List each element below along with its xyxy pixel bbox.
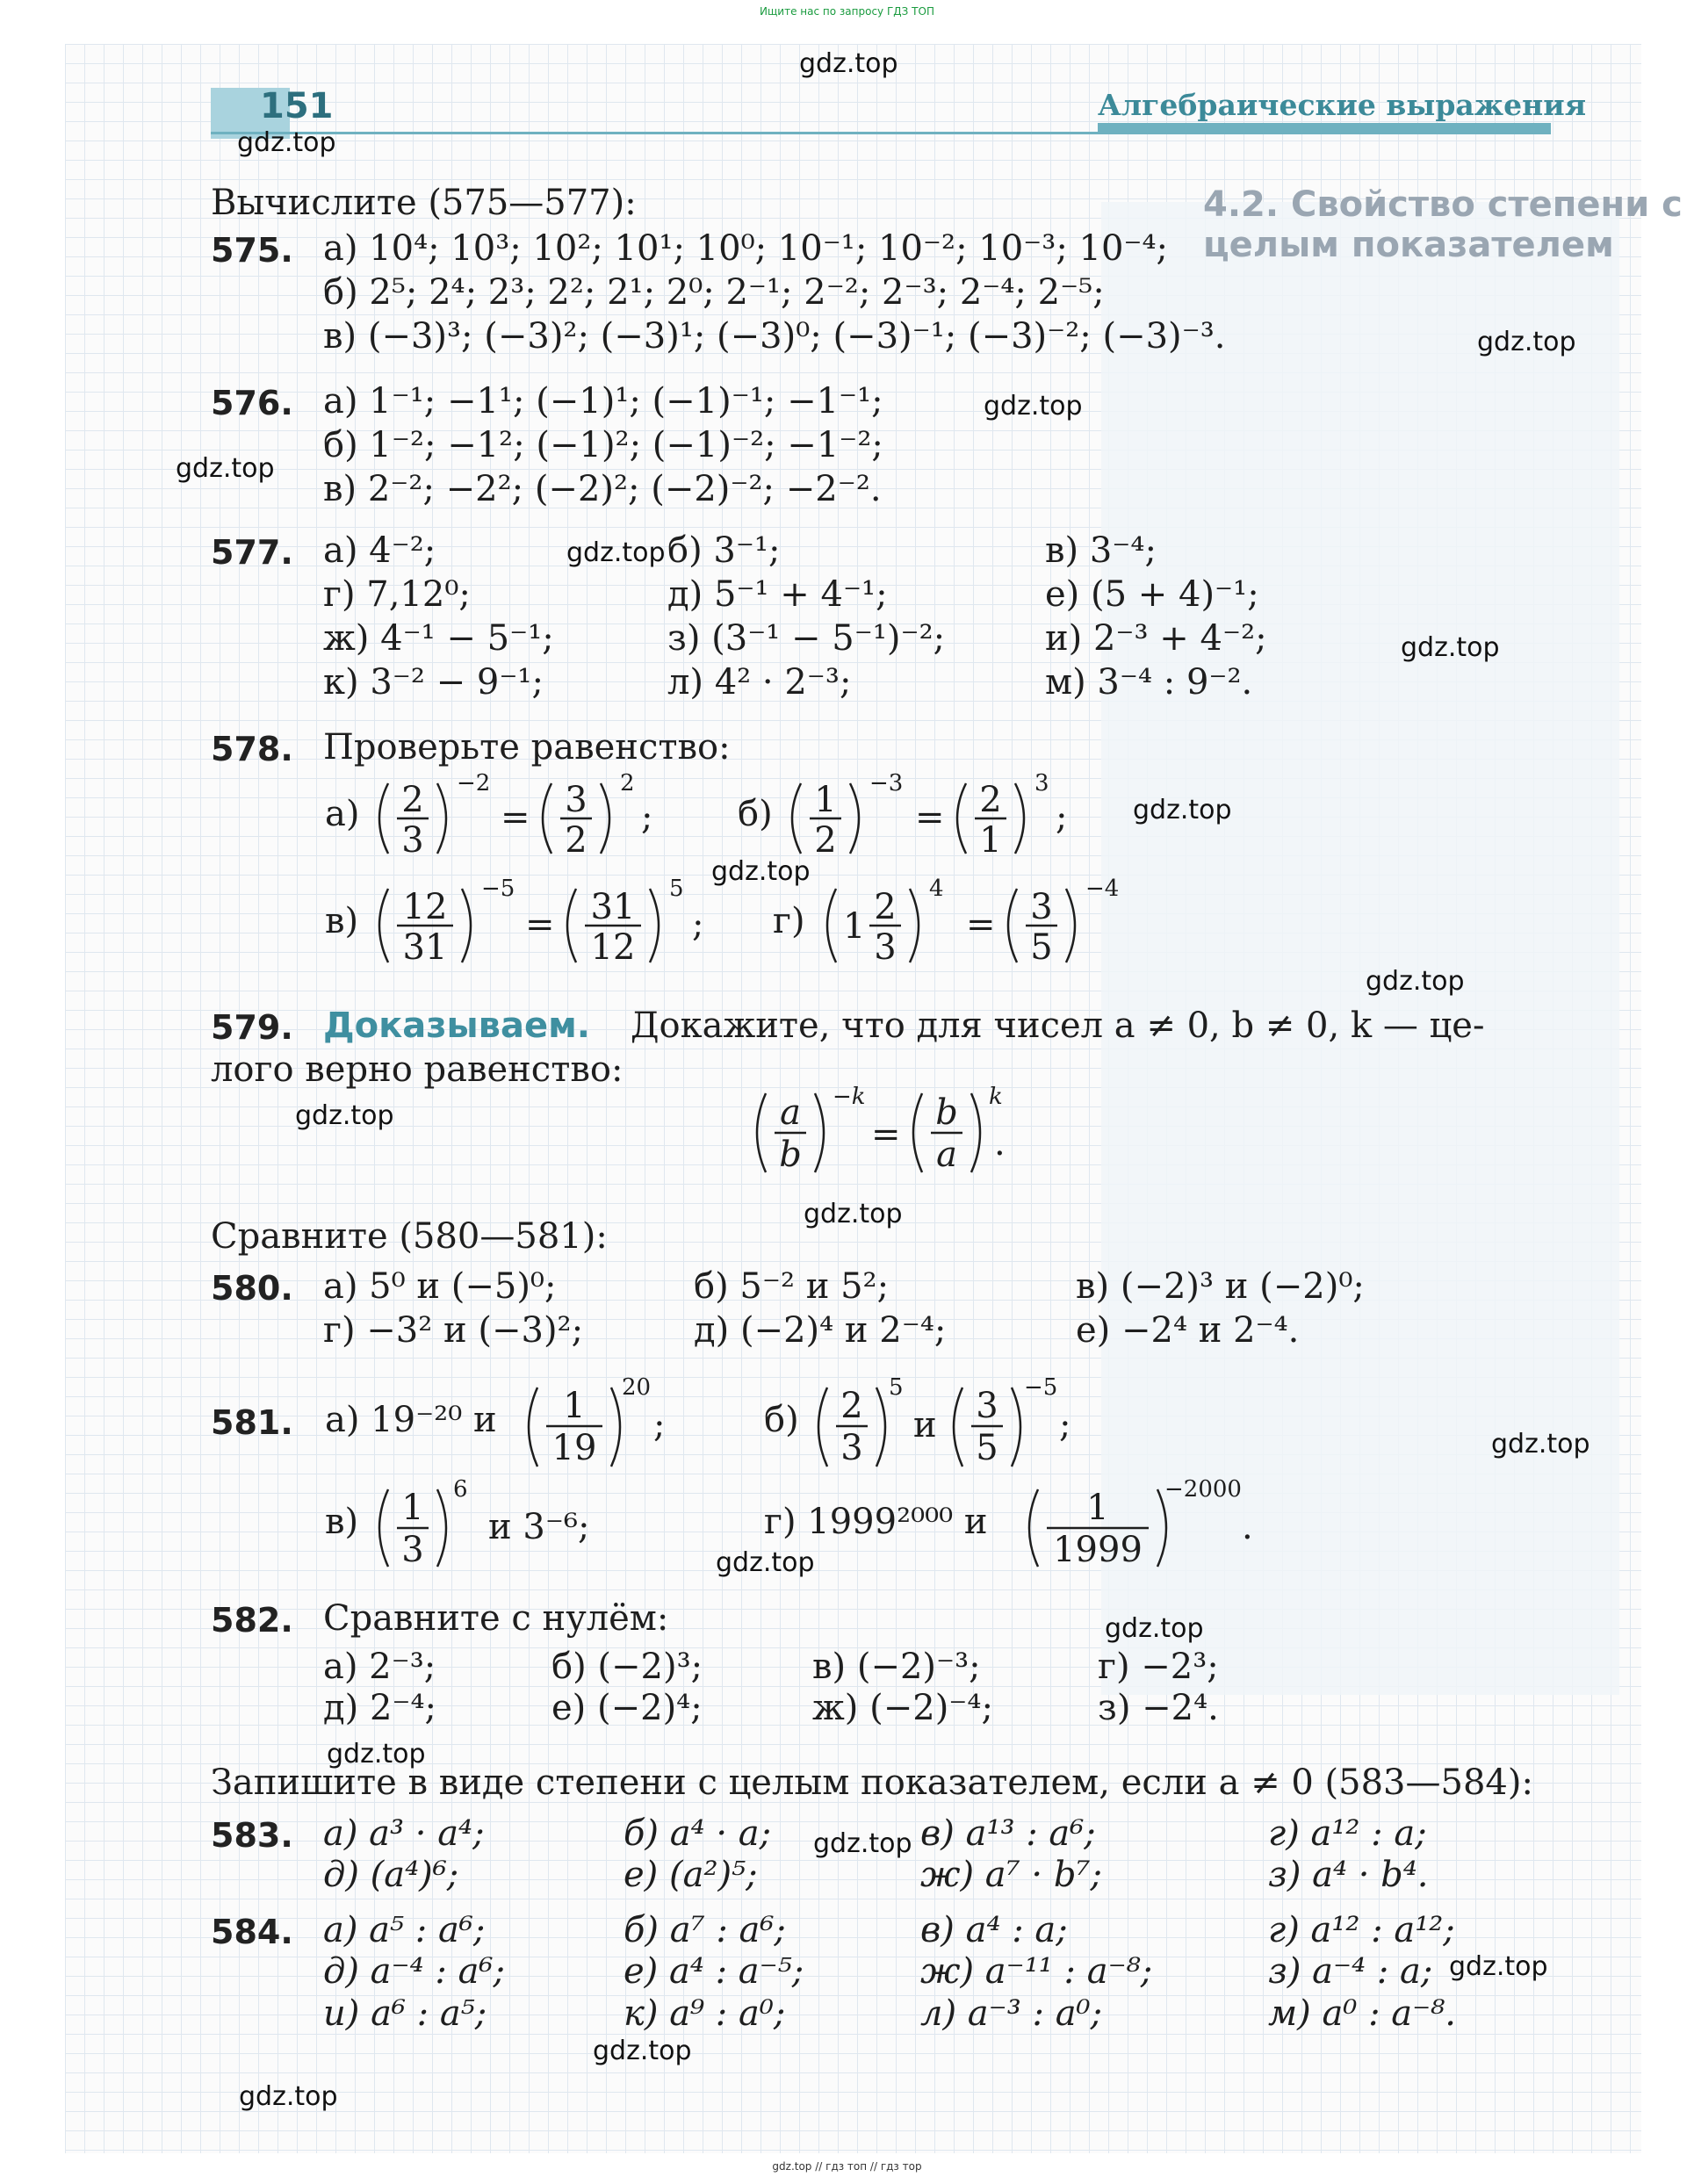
problem-582-c: в) (−2)⁻³;	[812, 1647, 981, 1687]
problem-579-text-2: лого верно равенство:	[211, 1049, 624, 1090]
watermark: gdz.top	[813, 1828, 912, 1859]
frac-578-c2-den: 12	[590, 927, 636, 968]
problem-584-l: м) a⁰ : a⁻⁸.	[1268, 1993, 1456, 2034]
problem-575-number: 575.	[211, 231, 293, 270]
exp-578-d1: 4	[929, 876, 944, 902]
problem-580-c: в) (−2)³ и (−2)⁰;	[1076, 1266, 1365, 1307]
frac-581-a-den: 19	[551, 1428, 597, 1468]
exp-578-a1: −2	[457, 770, 491, 796]
page-number: 151	[260, 86, 334, 126]
problem-584-g: ж) a⁻¹¹ : a⁻⁸;	[920, 1951, 1153, 1992]
watermark: gdz.top	[716, 1547, 815, 1578]
label-578-c: в)	[325, 901, 359, 941]
text-581-a-end: ;	[653, 1405, 666, 1445]
label-578-b: б)	[738, 794, 773, 834]
watermark: gdz.top	[804, 1199, 903, 1229]
problem-584-c: в) a⁴ : a;	[920, 1910, 1068, 1950]
problem-577-c: в) 3⁻⁴;	[1045, 530, 1157, 571]
exp-578-d2: −4	[1085, 876, 1120, 902]
header-rule-bold	[1098, 123, 1551, 132]
exp-581-d: −2000	[1164, 1476, 1242, 1503]
problem-582-d: г) −2³;	[1098, 1647, 1219, 1687]
problem-583-g: ж) a⁷ · b⁷;	[920, 1855, 1102, 1895]
watermark: gdz.top	[1401, 632, 1500, 663]
problem-583-h: з) a⁴ · b⁴.	[1268, 1855, 1429, 1895]
show-through-heading: 4.2. Свойство степени с целым показателем	[1203, 184, 1683, 265]
text-581-b-end: ;	[1059, 1405, 1071, 1445]
problem-577-e: д) 5⁻¹ + 4⁻¹;	[667, 574, 888, 615]
problem-584-k: л) a⁻³ : a⁰;	[920, 1993, 1103, 2034]
problem-584-a: а) a⁵ : a⁶;	[323, 1910, 486, 1950]
problem-579-identity	[746, 1085, 1027, 1190]
frac-579-2-num: b	[935, 1092, 958, 1133]
problem-582-f: е) (−2)⁴;	[551, 1688, 703, 1728]
label-578-a: а)	[325, 794, 360, 834]
problem-575-c: в) (−3)³; (−3)²; (−3)¹; (−3)⁰; (−3)⁻¹; (−3)⁻²; (−3)⁻³.	[323, 316, 1226, 357]
frac-578-a1-num: 2	[401, 780, 424, 820]
frac-578-d1-num: 2	[874, 887, 897, 927]
eq-578-b: =	[915, 797, 945, 838]
problem-582-h: з) −2⁴.	[1098, 1688, 1219, 1728]
problem-584-d: г) a¹² : a¹²;	[1268, 1910, 1455, 1950]
problem-583-b: б) a⁴ · a;	[624, 1813, 772, 1854]
watermark: gdz.top	[239, 2081, 338, 2112]
label-578-d: г)	[773, 901, 805, 941]
problem-576-a: а) 1⁻¹; −1¹; (−1)¹; (−1)⁻¹; −1⁻¹;	[323, 381, 883, 422]
problem-577-j: к) 3⁻² − 9⁻¹;	[323, 662, 544, 703]
problem-577-k: л) 4² · 2⁻³;	[667, 662, 852, 703]
frac-578-a2-den: 2	[565, 820, 587, 861]
frac-581-a-num: 1	[563, 1386, 586, 1426]
frac-581-b2-num: 3	[976, 1386, 998, 1426]
frac-578-d2-den: 5	[1030, 927, 1053, 968]
frac-581-b1-den: 3	[840, 1428, 863, 1468]
exp-581-c: 6	[453, 1476, 468, 1503]
frac-581-c-num: 1	[401, 1488, 424, 1528]
problem-583-f: е) (a²)⁵;	[624, 1855, 758, 1895]
text-581-d-end: .	[1242, 1507, 1253, 1547]
text-581-b-mid: и	[913, 1405, 937, 1445]
bottom-note: gdz.top // гдз топ // гдз тор	[772, 2160, 922, 2173]
eq-579: =	[871, 1114, 901, 1155]
heading-583-584: Запишите в виде степени с целым показателем, если a ≠ 0 (583—584):	[211, 1762, 1533, 1803]
frac-578-c2-num: 31	[590, 887, 636, 927]
exp-581-a: 20	[622, 1374, 652, 1401]
watermark: gdz.top	[566, 537, 666, 568]
problem-583-a: а) a³ · a⁴;	[323, 1813, 485, 1854]
problem-583-e: д) (a⁴)⁶;	[323, 1855, 459, 1895]
problem-582-text: Сравните с нулём:	[323, 1598, 669, 1639]
text-581-b-pre: б)	[764, 1400, 799, 1440]
problem-575-b: б) 2⁵; 2⁴; 2³; 2²; 2¹; 2⁰; 2⁻¹; 2⁻²; 2⁻³; 2⁻⁴; 2⁻⁵;	[323, 272, 1105, 313]
exp-578-b1: −3	[869, 770, 904, 796]
problem-576-number: 576.	[211, 384, 293, 422]
frac-581-c-den: 3	[401, 1530, 424, 1570]
problem-577-d: г) 7,12⁰;	[323, 574, 471, 615]
problem-584-h: з) a⁻⁴ : a;	[1268, 1951, 1433, 1992]
frac-578-d2-num: 3	[1030, 887, 1053, 927]
problem-577-f: е) (5 + 4)⁻¹;	[1045, 574, 1259, 615]
problem-584-j: к) a⁹ : a⁰;	[624, 1993, 786, 2034]
exp-579-1: −k	[833, 1085, 866, 1110]
watermark: gdz.top	[176, 453, 275, 484]
frac-578-a2-num: 3	[565, 780, 587, 820]
problem-577-b: б) 3⁻¹;	[667, 530, 781, 571]
problem-582-e: д) 2⁻⁴;	[323, 1688, 437, 1728]
problem-582-number: 582.	[211, 1601, 293, 1640]
eq-578-a: =	[501, 797, 530, 838]
frac-578-b2-num: 2	[979, 780, 1002, 820]
problem-577-h: з) (3⁻¹ − 5⁻¹)⁻²;	[667, 618, 946, 659]
problem-583-d: г) a¹² : a;	[1268, 1813, 1427, 1854]
problem-584-number: 584.	[211, 1913, 293, 1951]
problem-577-number: 577.	[211, 533, 293, 572]
watermark: gdz.top	[799, 48, 898, 79]
watermark: gdz.top	[1366, 966, 1465, 997]
text-581-c-pre: в)	[325, 1502, 359, 1542]
frac-581-d-num: 1	[1086, 1488, 1109, 1528]
frac-578-b1-num: 1	[814, 780, 837, 820]
watermark: gdz.top	[237, 127, 336, 158]
problem-577-l: м) 3⁻⁴ : 9⁻².	[1045, 662, 1253, 703]
problem-577-g: ж) 4⁻¹ − 5⁻¹;	[323, 618, 554, 659]
exp-581-b1: 5	[889, 1374, 904, 1401]
frac-579-1-num: a	[780, 1092, 801, 1133]
top-note: Ищите нас по запросу ГДЗ ТОП	[760, 5, 934, 18]
problem-580-a: а) 5⁰ и (−5)⁰;	[323, 1266, 557, 1307]
problem-578-text: Проверьте равенство:	[323, 727, 731, 768]
header-rule	[211, 132, 1551, 134]
problem-580-f: е) −2⁴ и 2⁻⁴.	[1076, 1310, 1300, 1351]
sep-578-a: ;	[641, 797, 653, 838]
frac-581-b1-num: 2	[840, 1386, 863, 1426]
text-581-d-pre: г) 1999²⁰⁰⁰ и	[764, 1502, 988, 1542]
problem-578-equations	[316, 766, 1546, 977]
text-581-c-end: и 3⁻⁶;	[488, 1507, 590, 1547]
watermark: gdz.top	[1477, 327, 1576, 357]
frac-579-2-den: a	[936, 1135, 957, 1175]
problem-584-e: д) a⁻⁴ : a⁶;	[323, 1951, 505, 1992]
frac-578-b1-den: 2	[814, 820, 837, 861]
problem-576-b: б) 1⁻²; −1²; (−1)²; (−1)⁻²; −1⁻²;	[323, 425, 883, 465]
problem-578-number: 578.	[211, 730, 293, 768]
sep-578-b: ;	[1056, 797, 1068, 838]
watermark: gdz.top	[1491, 1429, 1590, 1460]
problem-582-g: ж) (−2)⁻⁴;	[812, 1688, 993, 1728]
watermark: gdz.top	[711, 856, 811, 887]
problem-580-number: 580.	[211, 1269, 293, 1308]
exp-581-b2: −5	[1024, 1374, 1058, 1401]
problem-579-text-1: Докажите, что для чисел a ≠ 0, b ≠ 0, k — це-	[631, 1006, 1485, 1046]
exp-578-c1: −5	[481, 876, 515, 902]
exp-578-b2: 3	[1034, 770, 1049, 796]
frac-581-b2-den: 5	[976, 1428, 998, 1468]
watermark: gdz.top	[1105, 1613, 1204, 1644]
watermark: gdz.top	[984, 391, 1083, 422]
problem-584-f: е) a⁴ : a⁻⁵;	[624, 1951, 804, 1992]
problem-583-number: 583.	[211, 1816, 293, 1855]
problem-582-b: б) (−2)³;	[551, 1647, 703, 1687]
end-579: .	[994, 1123, 1006, 1164]
eq-578-c: =	[525, 905, 555, 945]
watermark: gdz.top	[327, 1739, 426, 1770]
problem-582-a: а) 2⁻³;	[323, 1647, 436, 1687]
problem-580-b: б) 5⁻² и 5²;	[694, 1266, 890, 1307]
problem-579-label: Доказываем.	[323, 1006, 590, 1046]
frac-578-d1-den: 3	[874, 927, 897, 968]
heading-575-577: Вычислите (575—577):	[211, 183, 637, 223]
sep-578-c: ;	[692, 905, 704, 945]
frac-581-d-den: 1999	[1053, 1530, 1143, 1570]
eq-578-d: =	[966, 905, 996, 945]
problem-576-c: в) 2⁻²; −2²; (−2)²; (−2)⁻²; −2⁻².	[323, 469, 882, 509]
heading-580-581: Сравните (580—581):	[211, 1216, 608, 1257]
watermark: gdz.top	[295, 1100, 394, 1131]
problem-584-i: и) a⁶ : a⁵;	[323, 1993, 487, 2034]
problem-583-c: в) a¹³ : a⁶;	[920, 1813, 1096, 1854]
mixed-578-d-whole: 1	[843, 906, 866, 947]
problem-577-i: и) 2⁻³ + 4⁻²;	[1045, 618, 1267, 659]
frac-578-c1-den: 31	[402, 927, 448, 968]
problem-581-comparisons	[316, 1361, 1546, 1581]
problem-577-a: а) 4⁻²;	[323, 530, 436, 571]
exp-578-c2: 5	[669, 876, 684, 902]
problem-580-d: г) −3² и (−3)²;	[323, 1310, 584, 1351]
problem-575-a: а) 10⁴; 10³; 10²; 10¹; 10⁰; 10⁻¹; 10⁻²; 10⁻³; 10⁻⁴;	[323, 228, 1169, 269]
problem-581-number: 581.	[211, 1403, 293, 1442]
frac-579-1-den: b	[779, 1135, 802, 1175]
frac-578-c1-num: 12	[402, 887, 448, 927]
problem-580-e: д) (−2)⁴ и 2⁻⁴;	[694, 1310, 947, 1351]
watermark: gdz.top	[1133, 795, 1232, 825]
watermark: gdz.top	[593, 2036, 692, 2066]
exp-578-a2: 2	[620, 770, 635, 796]
running-header: Алгебраические выражения	[1098, 88, 1587, 122]
frac-578-b2-den: 1	[979, 820, 1002, 861]
problem-579-number: 579.	[211, 1008, 293, 1047]
watermark: gdz.top	[1449, 1951, 1548, 1982]
text-581-a-pre: а) 19⁻²⁰ и	[325, 1400, 497, 1440]
problem-584-b: б) a⁷ : a⁶;	[624, 1910, 786, 1950]
frac-578-a1-den: 3	[401, 820, 424, 861]
exp-579-2: k	[989, 1085, 1003, 1110]
